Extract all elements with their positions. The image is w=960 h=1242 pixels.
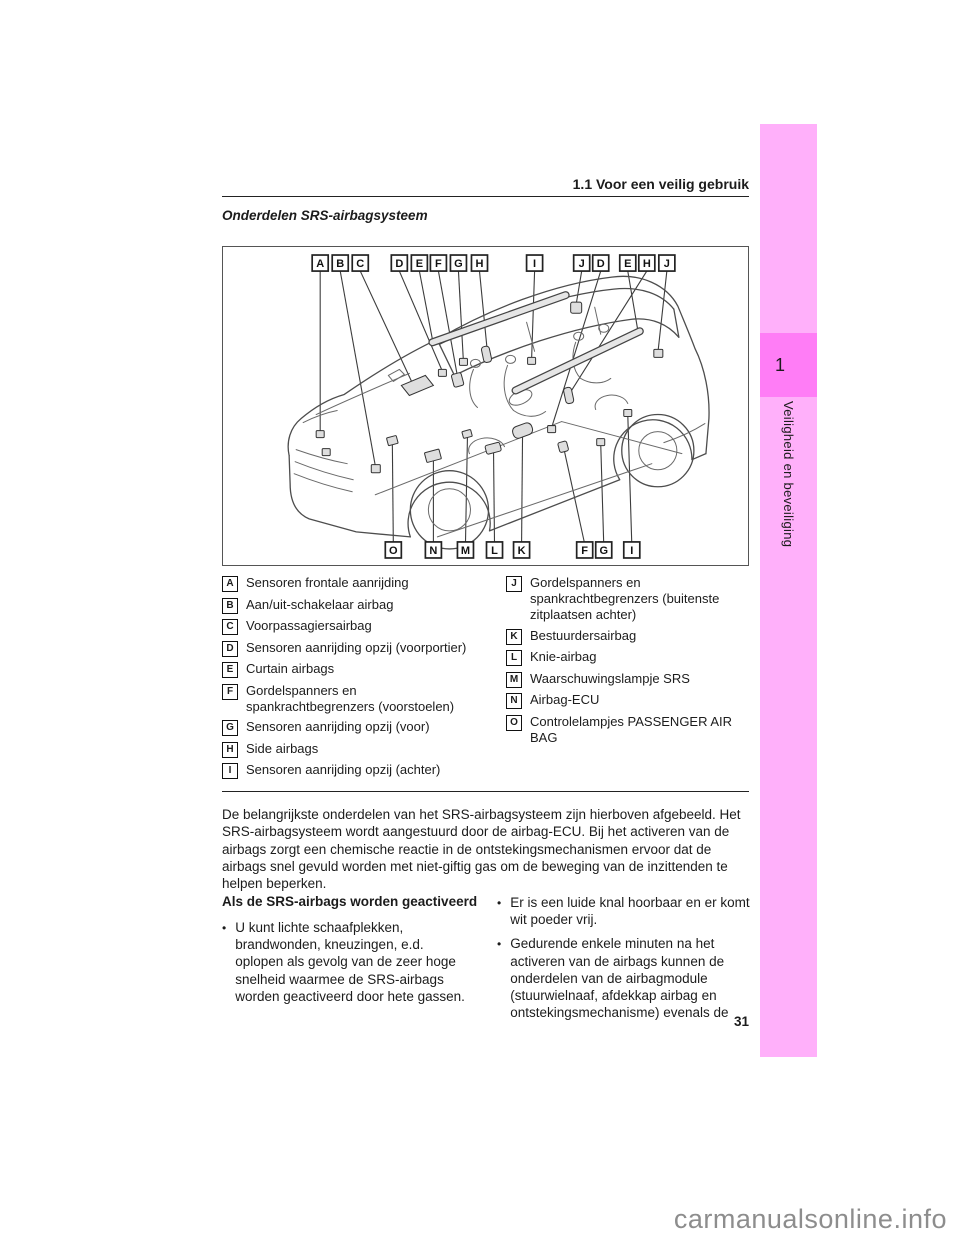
legend-item: [222, 597, 476, 614]
legend-item: [506, 714, 752, 746]
diagram-label: I: [630, 544, 634, 557]
curtain-airbag-tubes: [432, 295, 639, 390]
legend-text: Knie-airbag: [530, 649, 597, 664]
legend-right-column: [506, 575, 752, 750]
bullet-text: U kunt lichte schaafplekken, brandwonden, kneuzingen, e.d. oplopen als gevolg van de zeer hoge snelheid waarmee de SRS-airbags worden geactiveerd door hete gassen.: [235, 920, 465, 1004]
list-item: [222, 919, 474, 1005]
car-diagram-svg: [223, 247, 748, 565]
airbag-components-diagram: [222, 246, 749, 566]
leader-lines-bottom: [392, 415, 631, 544]
legend-item: [506, 649, 752, 666]
legend-item: [506, 628, 752, 645]
page-number: 31: [733, 1014, 749, 1029]
list-item: [497, 894, 755, 928]
diagram-label: O: [389, 544, 398, 557]
chapter-number: 1: [775, 354, 786, 375]
legend-text: Sensoren frontale aanrijding: [246, 575, 409, 590]
subsection-heading: Als de SRS-airbags worden geactiveerd: [222, 894, 478, 909]
diagram-label: A: [316, 258, 325, 271]
diagram-label: L: [491, 544, 498, 557]
intro-paragraph: De belangrijkste onderdelen van het SRS-airbagsysteem zijn hierboven afgebeeld. Het SRS-airbagsysteem wordt aangestuurd door de airbag-ECU. Bij het activeren van de airbags zorgt een chemische reactie in de ontstekingsmechanismen ervoor dat de airbags snel gevuld worden met niet-giftig gas om de beweging van de inzittenden te helpen beperken.: [222, 807, 741, 892]
legend-text: Sensoren aanrijding opzij (voorportier): [246, 639, 467, 655]
legend-item: [222, 762, 476, 779]
legend-text: Bestuurdersairbag: [530, 627, 637, 643]
diagram-label: D: [596, 258, 605, 271]
chapter-title-vertical: [760, 401, 817, 547]
legend-text: Curtain airbags: [246, 661, 335, 676]
bullet-text: Er is een luide knal hoorbaar en er komt wit poeder vrij.: [510, 895, 750, 928]
legend-item: [222, 575, 476, 592]
diagram-label: I: [533, 258, 537, 271]
bullet-list-right: [497, 894, 755, 1028]
bullet-marker: [497, 894, 501, 928]
leader-lines-top: [320, 271, 667, 466]
legend-text: Sensoren aanrijding opzij (voor): [246, 719, 430, 734]
legend-item: [222, 741, 476, 758]
page-header: 1.1 Voor een veilig gebruik: [572, 176, 749, 192]
diagram-bottom-labels: [385, 542, 639, 558]
bullet-text: Gedurende enkele minuten na het activeren van de airbags kunnen de onderdelen van de airbagmodule (stuurwielnaaf, afdekkap airbag en ontstekingsmechanisme) evenals de: [510, 936, 729, 1021]
diagram-label: K: [517, 544, 526, 557]
legend-text: Sensoren aanrijding opzij (achter): [246, 762, 441, 777]
legend-text: Controlelampjes PASSENGER AIR BAG: [530, 713, 733, 745]
legend-key: G: [222, 720, 238, 736]
diagram-label: G: [454, 258, 463, 271]
diagram-label: B: [336, 258, 345, 271]
legend-key: J: [506, 576, 522, 592]
legend-left-column: [222, 575, 476, 784]
legend-key: C: [222, 619, 238, 635]
legend-divider-rule: [222, 791, 749, 792]
legend-key: F: [222, 684, 238, 700]
diagram-label: C: [356, 258, 365, 271]
bullet-list-left: [222, 919, 474, 1012]
legend-key: A: [222, 576, 238, 592]
legend-key: K: [506, 629, 522, 645]
legend-key: L: [506, 650, 522, 666]
diagram-label: H: [475, 258, 484, 271]
legend-key: O: [506, 715, 522, 731]
bullet-marker: [497, 935, 501, 1021]
chapter-number-block: [760, 333, 817, 397]
diagram-label: E: [624, 258, 632, 271]
diagram-label: J: [578, 258, 585, 271]
header-rule: [222, 196, 749, 197]
legend-text: Airbag-ECU: [530, 692, 600, 707]
diagram-label: D: [395, 258, 404, 271]
legend-item: [222, 719, 476, 736]
legend-text: Aan/uit-schakelaar airbag: [246, 596, 394, 612]
legend-key: M: [506, 672, 522, 688]
legend-text: Side airbags: [246, 740, 319, 756]
legend-item: [222, 683, 476, 715]
legend-item: [506, 671, 752, 688]
diagram-label: M: [460, 544, 471, 557]
legend-text: Voorpassagiersairbag: [246, 618, 372, 633]
legend-text: Waarschuwingslampje SRS: [530, 670, 690, 686]
diagram-label: H: [642, 258, 651, 271]
legend-key: I: [222, 763, 238, 779]
legend-key: B: [222, 598, 238, 614]
legend-item: [506, 575, 752, 623]
legend-text: Gordelspanners en spankrachtbegrenzers (buitenste zitplaatsen achter): [530, 575, 720, 622]
bullet-marker: [222, 919, 226, 1005]
legend-key: H: [222, 742, 238, 758]
watermark: carmanualsonline.info: [673, 1204, 947, 1234]
diagram-label: G: [599, 544, 609, 557]
legend-item: [222, 661, 476, 678]
legend-item: [506, 692, 752, 709]
legend-key: D: [222, 641, 238, 657]
section-title: Onderdelen SRS-airbagsysteem: [222, 208, 428, 223]
legend-text: Gordelspanners en spankrachtbegrenzers (voorstoelen): [246, 682, 455, 714]
diagram-label: F: [435, 258, 442, 271]
diagram-label: F: [581, 544, 589, 557]
legend-item: [222, 640, 476, 657]
legend-key: N: [506, 693, 522, 709]
legend-key: E: [222, 662, 238, 678]
legend-item: [222, 618, 476, 635]
chapter-sidebar: [760, 124, 817, 1057]
list-item: [497, 935, 755, 1021]
diagram-top-labels: [312, 255, 675, 271]
chapter-title-text: Veiligheid en beveiliging: [781, 401, 796, 548]
diagram-label: E: [415, 258, 424, 271]
diagram-label: N: [429, 544, 438, 557]
diagram-label: J: [663, 258, 670, 271]
